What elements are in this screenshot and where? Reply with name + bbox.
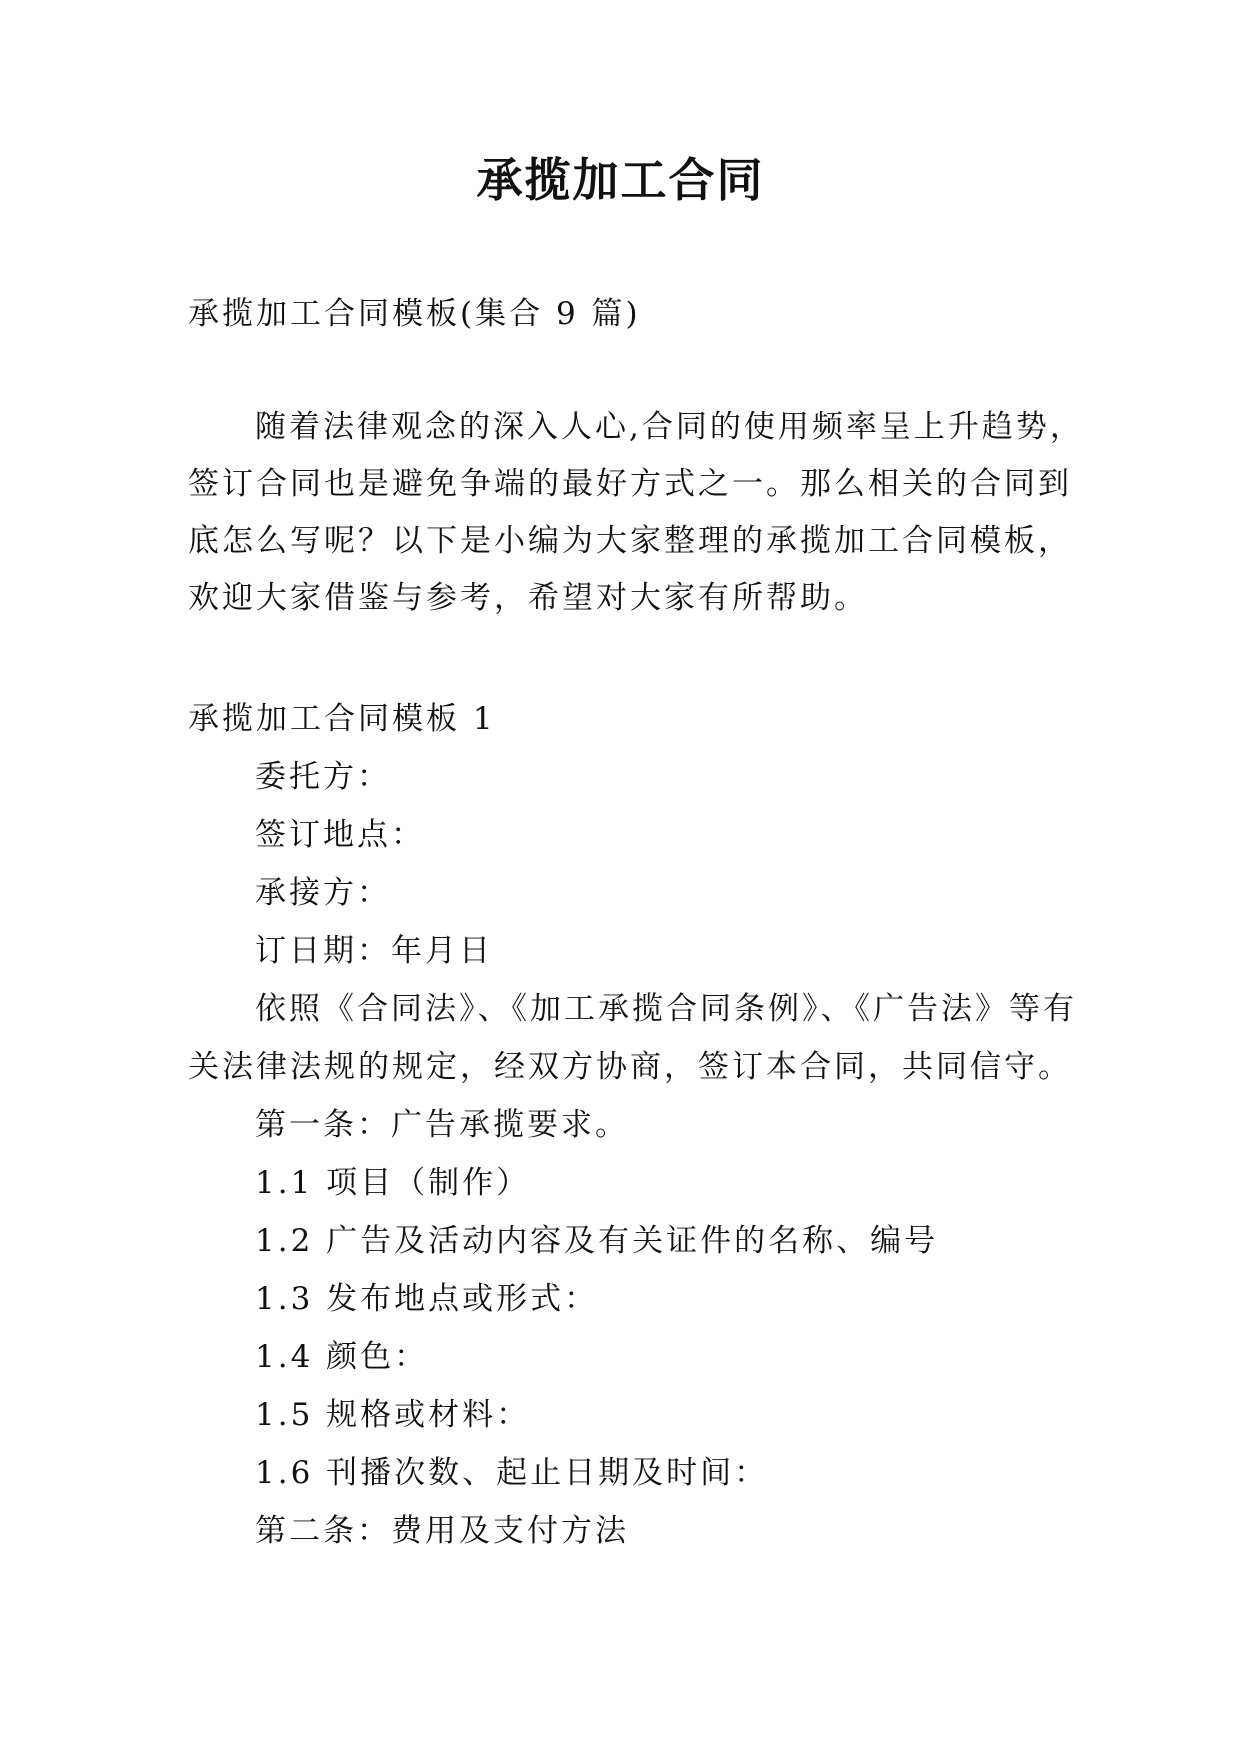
document-title: 承揽加工合同 xyxy=(476,153,765,207)
intro-line-1: 随着法律观念的深入人心,合同的使用频率呈上升趋势， xyxy=(255,409,1084,445)
date-field: 订日期：年月日 xyxy=(255,933,493,969)
client-field: 委托方： xyxy=(255,759,391,795)
contractor-field: 承接方： xyxy=(255,875,391,911)
intro-line-4: 欢迎大家借鉴与参考，希望对大家有所帮助。 xyxy=(188,580,868,616)
document-subtitle: 承揽加工合同模板(集合 9 篇) xyxy=(188,296,641,332)
basis-line-2: 关法律法规的规定，经双方协商，签订本合同，共同信守。 xyxy=(188,1049,1072,1085)
article-1-item-2: 1.2 广告及活动内容及有关证件的名称、编号 xyxy=(255,1223,939,1259)
signing-place-field: 签订地点： xyxy=(255,817,425,853)
article-1-item-1: 1.1 项目（制作） xyxy=(255,1165,531,1201)
section-heading: 承揽加工合同模板 1 xyxy=(188,701,496,737)
article-1-item-4: 1.4 颜色： xyxy=(255,1339,429,1375)
article-1-item-6: 1.6 刊播次数、起止日期及时间： xyxy=(255,1455,769,1491)
basis-line-1: 依照《合同法》、《加工承揽合同条例》、《广告法》等有 xyxy=(255,991,1077,1027)
intro-line-2: 签订合同也是避免争端的最好方式之一。那么相关的合同到 xyxy=(188,466,1072,502)
article-1-heading: 第一条：广告承揽要求。 xyxy=(255,1107,629,1143)
article-2-heading: 第二条：费用及支付方法 xyxy=(255,1513,629,1549)
article-1-item-3: 1.3 发布地点或形式： xyxy=(255,1281,599,1317)
article-1-item-5: 1.5 规格或材料： xyxy=(255,1397,531,1433)
intro-line-3: 底怎么写呢？以下是小编为大家整理的承揽加工合同模板， xyxy=(188,523,1072,559)
